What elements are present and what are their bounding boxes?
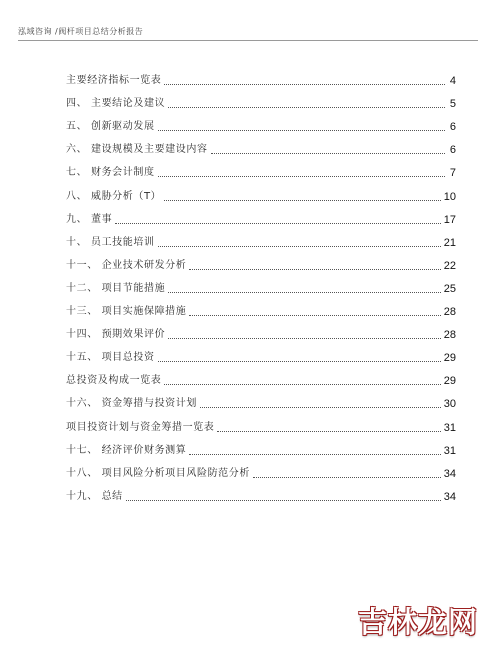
toc-entry[interactable] bbox=[66, 249, 456, 272]
toc-entry-page: 4 bbox=[449, 75, 456, 88]
table-of-contents bbox=[66, 64, 456, 503]
toc-leader-dots bbox=[217, 430, 440, 432]
toc-entry-title: 四、 主要结论及建议 bbox=[66, 98, 166, 110]
toc-leader-dots bbox=[158, 360, 441, 362]
toc-entry[interactable] bbox=[66, 133, 456, 156]
toc-entry[interactable] bbox=[66, 318, 456, 341]
toc-entry-title: 九、 董事 bbox=[66, 213, 113, 225]
toc-leader-dots bbox=[164, 83, 445, 85]
toc-entry[interactable] bbox=[66, 64, 456, 87]
toc-entry[interactable] bbox=[66, 387, 456, 410]
toc-entry-page: 28 bbox=[443, 329, 456, 342]
toc-entry-page: 29 bbox=[443, 352, 456, 365]
toc-entry-title: 十五、 项目总投资 bbox=[66, 352, 155, 364]
toc-leader-dots bbox=[126, 499, 441, 501]
header-divider bbox=[18, 40, 478, 41]
toc-entry[interactable] bbox=[66, 457, 456, 480]
toc-entry-title: 十八、 项目风险分析项目风险防范分析 bbox=[66, 467, 250, 479]
toc-entry-title: 十三、 项目实施保障措施 bbox=[66, 306, 187, 318]
toc-entry[interactable] bbox=[66, 480, 456, 503]
toc-entry-page: 30 bbox=[443, 398, 456, 411]
toc-leader-dots bbox=[158, 129, 445, 131]
toc-entry-page: 21 bbox=[443, 236, 456, 249]
toc-entry[interactable] bbox=[66, 410, 456, 433]
toc-entry[interactable] bbox=[66, 364, 456, 387]
toc-leader-dots bbox=[168, 106, 445, 108]
toc-entry-title: 十四、 预期效果评价 bbox=[66, 329, 166, 341]
toc-entry-title: 十九、 总结 bbox=[66, 490, 123, 502]
toc-leader-dots bbox=[253, 476, 441, 478]
toc-entry-page: 34 bbox=[443, 467, 456, 480]
toc-entry-title: 十七、 经济评价财务测算 bbox=[66, 444, 187, 456]
toc-entry[interactable] bbox=[66, 226, 456, 249]
toc-entry[interactable] bbox=[66, 295, 456, 318]
site-watermark: 吉林龙网 bbox=[357, 605, 478, 639]
toc-entry-page: 6 bbox=[449, 121, 456, 134]
toc-entry-title: 主要经济指标一览表 bbox=[66, 75, 162, 87]
toc-entry-page: 5 bbox=[449, 98, 456, 111]
toc-leader-dots bbox=[211, 152, 445, 154]
toc-leader-dots bbox=[158, 245, 441, 247]
toc-entry[interactable] bbox=[66, 203, 456, 226]
toc-entry[interactable] bbox=[66, 341, 456, 364]
toc-leader-dots bbox=[168, 337, 441, 339]
toc-entry[interactable] bbox=[66, 434, 456, 457]
toc-entry-page: 31 bbox=[443, 421, 456, 434]
toc-entry-title: 七、 财务会计制度 bbox=[66, 167, 155, 179]
toc-entry-title: 项目投资计划与资金筹措一览表 bbox=[66, 421, 215, 433]
toc-entry-title: 十、 员工技能培训 bbox=[66, 236, 155, 248]
toc-entry-title: 五、 创新驱动发展 bbox=[66, 121, 155, 133]
toc-entry-title: 十二、 项目节能措施 bbox=[66, 282, 166, 294]
toc-leader-dots bbox=[189, 268, 440, 270]
toc-entry[interactable] bbox=[66, 179, 456, 202]
toc-entry[interactable] bbox=[66, 272, 456, 295]
toc-leader-dots bbox=[189, 314, 440, 316]
toc-entry-page: 34 bbox=[443, 490, 456, 503]
toc-leader-dots bbox=[168, 291, 441, 293]
toc-entry-page: 25 bbox=[443, 282, 456, 295]
toc-entry-page: 31 bbox=[443, 444, 456, 457]
toc-leader-dots bbox=[164, 199, 440, 201]
toc-entry-page: 17 bbox=[443, 213, 456, 226]
toc-entry-title: 十一、 企业技术研发分析 bbox=[66, 259, 187, 271]
toc-entry-title: 六、 建设规模及主要建设内容 bbox=[66, 144, 208, 156]
toc-entry[interactable] bbox=[66, 156, 456, 179]
toc-entry-page: 29 bbox=[443, 375, 456, 388]
toc-entry[interactable] bbox=[66, 87, 456, 110]
page-header: 泓域咨询 /阀杆项目总结分析报告 bbox=[18, 27, 144, 36]
toc-entry-title: 十六、 资金筹措与投资计划 bbox=[66, 398, 197, 410]
toc-entry-title: 总投资及构成一览表 bbox=[66, 375, 162, 387]
toc-leader-dots bbox=[189, 453, 440, 455]
toc-leader-dots bbox=[200, 406, 441, 408]
toc-leader-dots bbox=[164, 383, 440, 385]
toc-entry-title: 八、 威胁分析（T） bbox=[66, 190, 162, 202]
toc-entry-page: 10 bbox=[443, 190, 456, 203]
toc-entry-page: 6 bbox=[449, 144, 456, 157]
toc-entry-page: 28 bbox=[443, 306, 456, 319]
toc-leader-dots bbox=[158, 175, 445, 177]
toc-entry[interactable] bbox=[66, 110, 456, 133]
toc-entry-page: 7 bbox=[449, 167, 456, 180]
toc-leader-dots bbox=[115, 222, 441, 224]
toc-entry-page: 22 bbox=[443, 259, 456, 272]
